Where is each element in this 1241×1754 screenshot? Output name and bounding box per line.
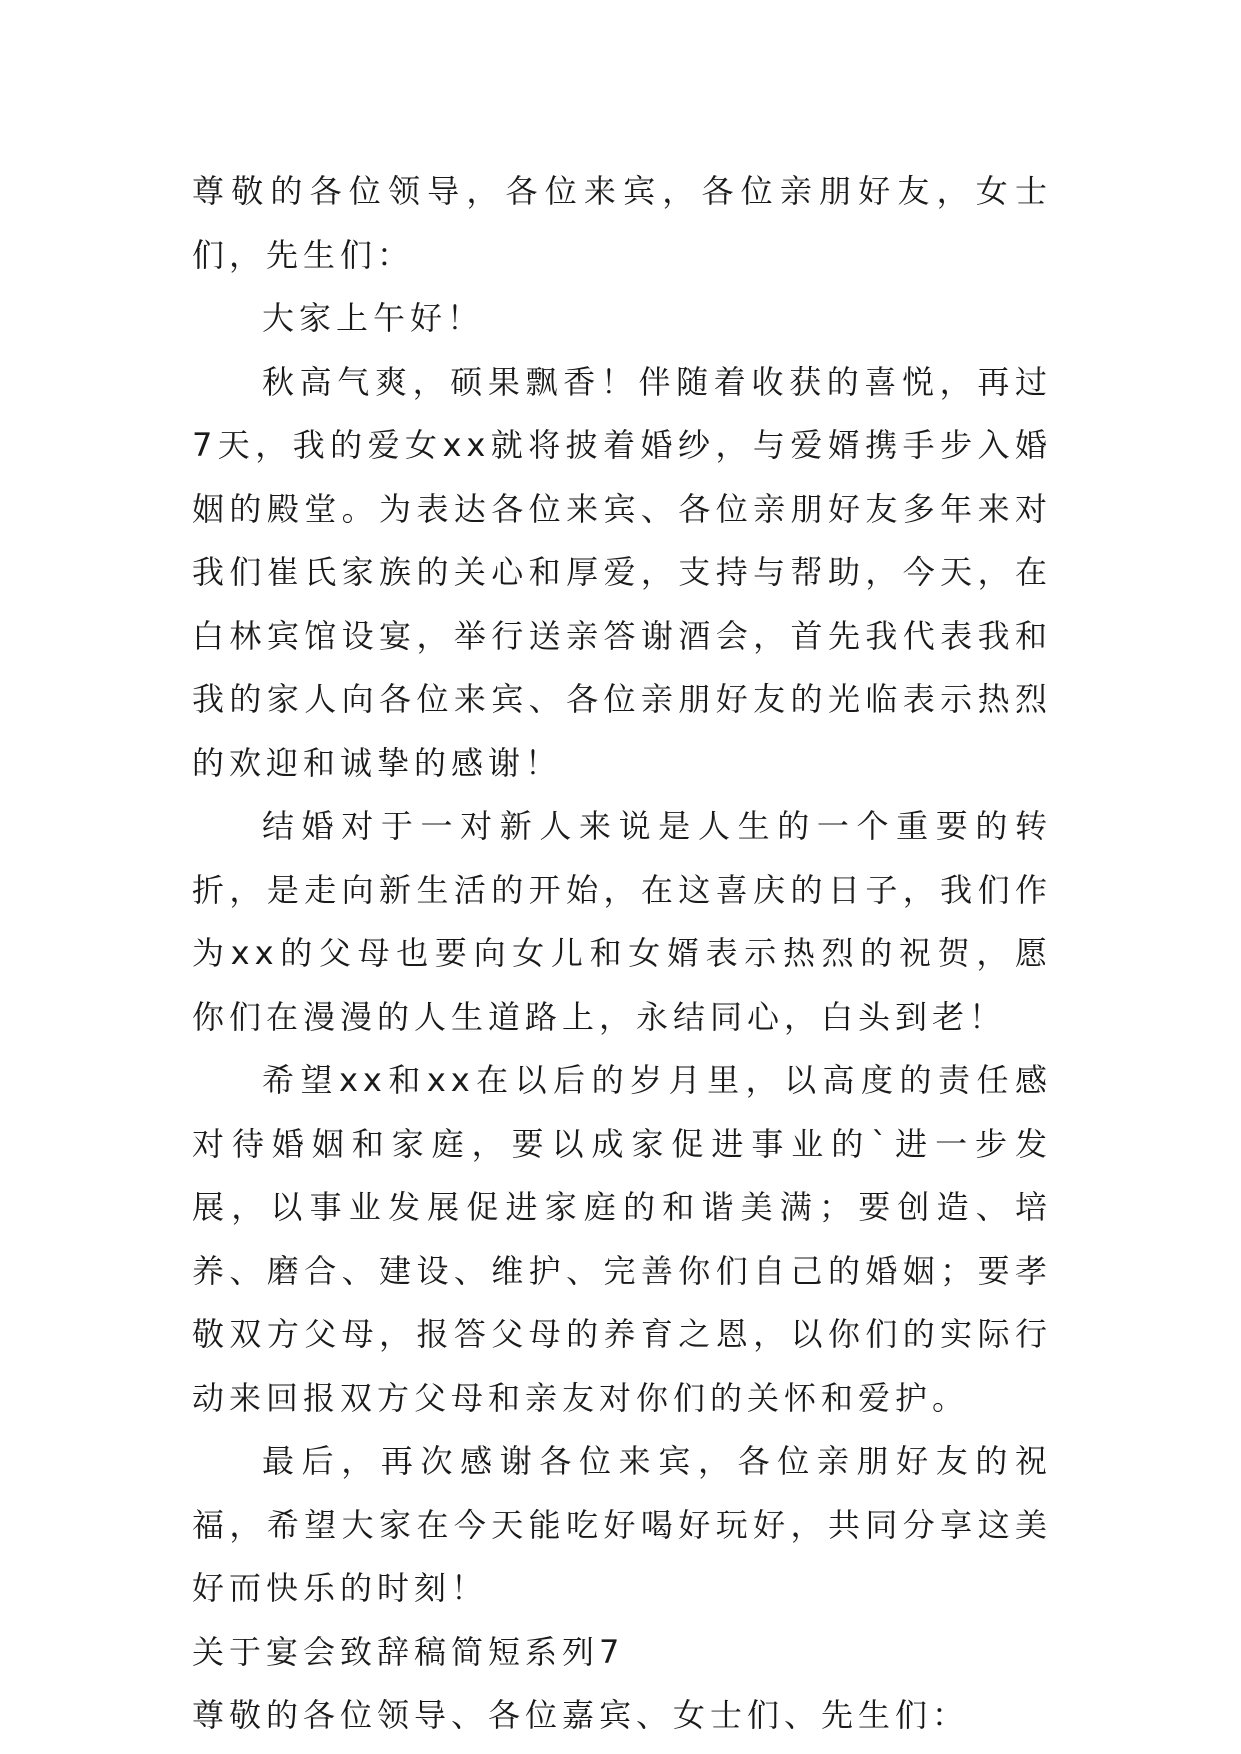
greeting: 大家上午好！ — [262, 299, 485, 337]
paragraph-closing: 最后，再次感谢各位来宾，各位亲朋好友的祝福，希望大家在今天能吃好喝好玩好，共同分享这美好而快乐的时刻！ — [192, 1442, 1052, 1607]
document-body — [192, 160, 1052, 1748]
salutation: 尊敬的各位领导，各位来宾，各位亲朋好友，女士们，先生们： — [192, 172, 1052, 274]
salutation-2: 尊敬的各位领导、各位嘉宾、女士们、先生们： — [192, 1696, 970, 1734]
section-title: 关于宴会致辞稿简短系列7 — [192, 1632, 625, 1671]
paragraph-wishes: 希望xx和xx在以后的岁月里，以高度的责任感对待婚姻和家庭，要以成家促进事业的`进一步发展，以事业发展促进家庭的和谐美满；要创造、培养、磨合、建设、维护、完善你们自己的婚姻；要孝敬双方父母，报答父母的养育之恩，以你们的实际行动来回报双方父母和亲友对你们的关怀和爱护。 — [192, 1061, 1052, 1417]
paragraph-congratulations: 结婚对于一对新人来说是人生的一个重要的转折，是走向新生活的开始，在这喜庆的日子，我们作为xx的父母也要向女儿和女婿表示热烈的祝贺，愿你们在漫漫的人生道路上，永结同心，白头到老！ — [192, 807, 1052, 1036]
paragraph-welcome: 秋高气爽，硕果飘香！伴随着收获的喜悦，再过7天，我的爱女xx就将披着婚纱，与爱婿携手步入婚姻的殿堂。为表达各位来宾、各位亲朋好友多年来对我们崔氏家族的关心和厚爱，支持与帮助，今天，在白林宾馆设宴，举行送亲答谢酒会，首先我代表我和我的家人向各位来宾、各位亲朋好友的光临表示热烈的欢迎和诚挚的感谢！ — [192, 362, 1052, 782]
